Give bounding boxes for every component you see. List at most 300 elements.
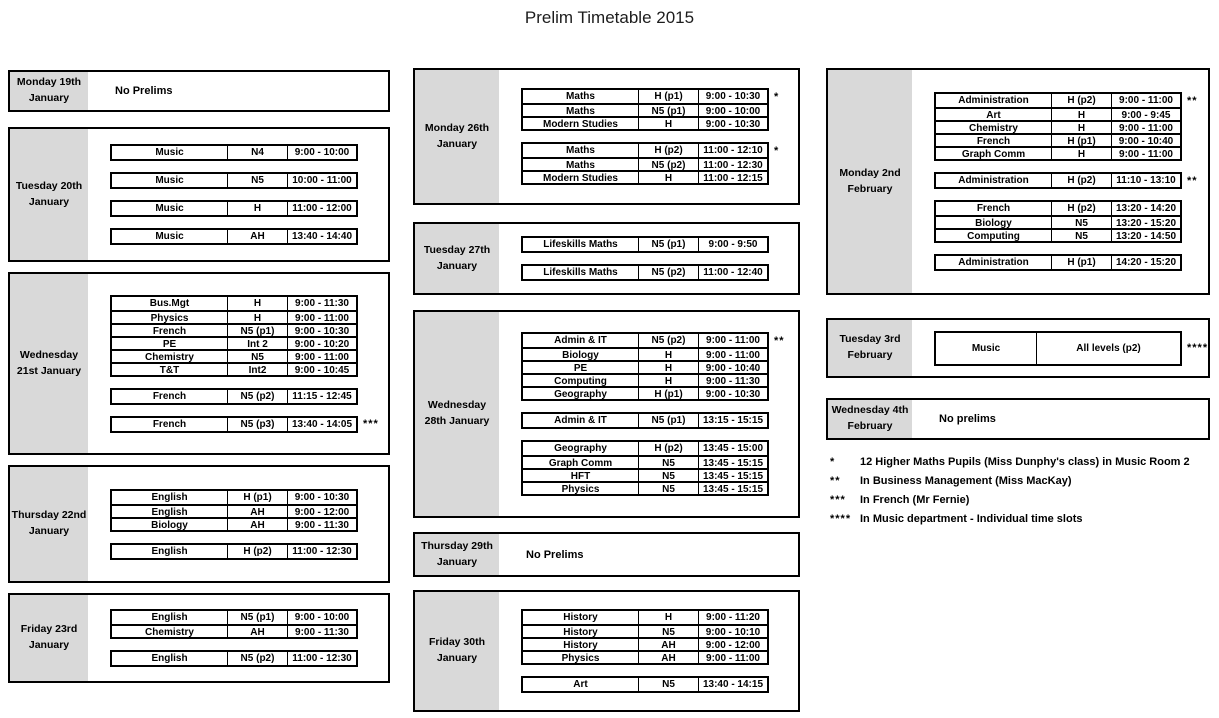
footnote-marker: *** xyxy=(830,494,846,506)
level-cell: N5 (p1) xyxy=(638,414,698,427)
level-cell: H (p2) xyxy=(227,545,287,558)
date-line: Friday 23rd xyxy=(20,623,78,636)
exam-group xyxy=(110,228,358,245)
exam-group xyxy=(110,144,358,161)
time-cell: 9:00 - 12:00 xyxy=(698,639,767,650)
exam-group xyxy=(110,295,358,377)
subject-cell: Music xyxy=(155,203,184,214)
exam-row xyxy=(523,637,767,650)
subject-cell: HFT xyxy=(570,471,591,482)
footnote-text: In Business Management (Miss MacKay) xyxy=(860,475,1072,487)
date-line: January xyxy=(436,259,478,272)
time-cell: 9:00 - 11:20 xyxy=(698,611,767,624)
exam-group xyxy=(110,172,358,189)
day-box xyxy=(8,593,390,683)
exam-row xyxy=(523,468,767,481)
date-line: Monday 26th xyxy=(424,121,490,134)
subject-cell: PE xyxy=(573,363,588,374)
level-cell: H (p2) xyxy=(638,144,698,157)
day-box xyxy=(413,68,800,205)
date-cell xyxy=(828,400,912,438)
note-asterisk: ** xyxy=(1187,174,1198,187)
subject-cell: Bus.Mgt xyxy=(149,297,190,309)
date-line: January xyxy=(28,92,70,104)
footnote-marker: * xyxy=(830,456,836,468)
note-asterisk: *** xyxy=(363,418,379,430)
exam-row xyxy=(936,94,1198,107)
footnote-line xyxy=(830,494,1214,506)
exam-row xyxy=(936,228,1180,241)
exam-row xyxy=(523,334,785,347)
level-cell: N5 (p2) xyxy=(227,652,287,665)
exam-row xyxy=(112,310,356,323)
time-cell: 13:45 - 15:15 xyxy=(698,457,767,468)
level-cell: N5 xyxy=(1051,217,1111,228)
date-line: Monday 19th xyxy=(16,76,82,89)
date-line: 21st January xyxy=(16,364,82,377)
time-cell: 13:20 - 14:20 xyxy=(1111,202,1180,215)
level-cell: N4 xyxy=(227,146,287,159)
date-cell xyxy=(828,70,912,293)
time-cell: 13:45 - 15:15 xyxy=(698,470,767,481)
date-line: Thursday 29th xyxy=(421,539,493,552)
time-cell: 9:00 - 11:30 xyxy=(287,297,356,310)
exam-row xyxy=(936,202,1180,215)
subject-cell: French xyxy=(976,203,1011,214)
exam-row xyxy=(523,442,767,455)
exam-row xyxy=(112,418,379,431)
level-cell: AH xyxy=(638,652,698,663)
date-cell xyxy=(415,534,499,575)
level-cell: AH xyxy=(638,639,698,650)
exam-group xyxy=(110,489,358,532)
day-content xyxy=(88,129,388,260)
time-cell: 11:00 - 12:00 xyxy=(287,202,356,215)
exam-group xyxy=(110,543,358,560)
subject-cell: Admin & IT xyxy=(554,415,607,426)
date-line: 28th January xyxy=(424,415,490,427)
exam-row xyxy=(523,414,767,427)
level-cell: AH xyxy=(227,506,287,517)
exam-row xyxy=(112,545,356,558)
day-box xyxy=(826,398,1210,440)
day-content xyxy=(912,320,1208,376)
date-line: Wednesday xyxy=(19,348,79,361)
time-cell: 13:15 - 15:15 xyxy=(698,414,767,427)
exam-row xyxy=(112,652,356,665)
level-cell: N5 xyxy=(227,351,287,362)
date-cell xyxy=(10,274,88,453)
time-cell: 11:15 - 12:45 xyxy=(287,390,356,403)
subject-cell: Art xyxy=(573,679,588,690)
time-cell: 11:00 - 12:30 xyxy=(698,159,767,170)
exam-group xyxy=(521,676,769,693)
exam-group xyxy=(521,440,769,496)
day-content xyxy=(88,274,388,453)
no-prelims-text: No Prelims xyxy=(526,548,584,561)
subject-cell: Music xyxy=(155,147,184,158)
exam-group xyxy=(521,88,780,131)
level-cell: N5 xyxy=(638,626,698,637)
exam-row xyxy=(112,390,356,403)
exam-row xyxy=(936,174,1198,187)
no-prelims-text: No prelims xyxy=(939,413,996,425)
day-box xyxy=(8,70,390,112)
subject-cell: Lifeskills Maths xyxy=(543,239,618,250)
subject-cell: Maths xyxy=(566,91,595,102)
subject-cell: Maths xyxy=(566,106,595,117)
subject-cell: Chemistry xyxy=(145,627,194,638)
no-prelims-text: No Prelims xyxy=(115,85,173,97)
time-cell: 9:00 - 10:40 xyxy=(698,362,767,373)
exam-row xyxy=(112,611,356,624)
level-cell: N5 xyxy=(638,457,698,468)
footnote-line xyxy=(830,475,1214,487)
subject-cell: French xyxy=(152,418,187,430)
exam-row xyxy=(936,146,1180,159)
level-cell: H xyxy=(1051,109,1111,120)
level-cell: H (p1) xyxy=(1051,135,1111,146)
date-cell xyxy=(10,72,88,110)
subject-cell: French xyxy=(152,325,187,337)
time-cell: 9:00 - 10:30 xyxy=(698,90,767,103)
level-cell: H (p1) xyxy=(638,388,698,399)
level-cell: N5 (p2) xyxy=(638,159,698,170)
note-asterisk: ** xyxy=(774,334,785,347)
time-cell: 9:00 - 10:40 xyxy=(1111,135,1180,146)
day-box xyxy=(826,318,1210,378)
date-line: Tuesday 27th xyxy=(423,243,491,256)
subject-cell: Chemistry xyxy=(969,123,1018,134)
level-cell: Int2 xyxy=(227,364,287,375)
exam-row xyxy=(523,455,767,468)
date-line: Thursday 22nd xyxy=(11,509,87,522)
day-box xyxy=(413,532,800,577)
date-line: January xyxy=(28,525,70,537)
level-cell: H (p2) xyxy=(1051,174,1111,187)
subject-cell: Music xyxy=(155,231,184,242)
time-cell: 9:00 - 10:30 xyxy=(698,118,767,129)
exam-group xyxy=(934,172,1198,189)
exam-row xyxy=(112,202,356,215)
day-box xyxy=(413,590,800,712)
exam-row xyxy=(523,103,767,116)
level-cell: H xyxy=(227,312,287,323)
exam-row xyxy=(523,678,767,691)
exam-row xyxy=(523,90,780,103)
level-cell: H xyxy=(638,362,698,373)
exam-row xyxy=(523,650,767,663)
exam-row xyxy=(523,157,767,170)
time-cell: 13:45 - 15:15 xyxy=(698,483,767,494)
level-cell: H xyxy=(1051,148,1111,159)
subject-cell: Lifeskills Maths xyxy=(543,267,618,278)
exam-row xyxy=(523,347,767,360)
level-cell: H xyxy=(638,611,698,624)
exam-group xyxy=(521,332,785,401)
exam-group xyxy=(521,236,769,253)
exam-group xyxy=(110,609,358,639)
day-content xyxy=(88,467,388,581)
day-box xyxy=(413,310,800,518)
time-cell: 9:00 - 11:00 xyxy=(1111,94,1180,107)
exam-row xyxy=(523,373,767,386)
footnote-text: In Music department - Individual time slots xyxy=(860,513,1083,525)
time-cell: 13:45 - 15:00 xyxy=(698,442,767,455)
time-cell: 9:00 - 10:00 xyxy=(287,611,356,624)
note-asterisk: ** xyxy=(1187,94,1198,107)
time-cell: 11:00 - 12:15 xyxy=(698,172,767,183)
date-line: February xyxy=(847,349,893,361)
time-cell: 9:00 - 11:30 xyxy=(287,626,356,637)
exam-row xyxy=(523,238,767,251)
level-cell: H xyxy=(638,375,698,386)
exam-group xyxy=(110,388,358,405)
subject-cell: T&T xyxy=(159,364,180,376)
footnote-line xyxy=(830,456,1214,468)
date-cell xyxy=(415,70,499,203)
day-content xyxy=(499,70,798,203)
subject-cell: Maths xyxy=(566,145,595,156)
exam-group xyxy=(521,609,769,665)
subject-cell: English xyxy=(151,491,188,503)
subject-cell: Administration xyxy=(958,175,1029,186)
exam-group xyxy=(110,416,379,433)
footnote-text: In French (Mr Fernie) xyxy=(860,494,970,506)
subject-cell: Geography xyxy=(554,389,607,400)
level-cell: H (p2) xyxy=(638,442,698,455)
level-cell: H (p1) xyxy=(638,90,698,103)
level-cell: N5 (p1) xyxy=(638,105,698,116)
level-cell: N5 (p2) xyxy=(638,266,698,279)
subject-cell: Music xyxy=(971,342,1001,354)
level-cell: H (p2) xyxy=(1051,202,1111,215)
exam-row xyxy=(523,386,767,399)
level-cell: H xyxy=(1051,122,1111,133)
day-content xyxy=(912,70,1208,293)
exam-row xyxy=(523,170,767,183)
level-cell: N5 xyxy=(638,470,698,481)
subject-cell: English xyxy=(151,506,188,518)
subject-cell: Administration xyxy=(958,257,1029,268)
level-cell: N5 (p1) xyxy=(227,611,287,624)
footnote-marker: ** xyxy=(830,475,841,487)
subject-cell: Biology xyxy=(151,519,188,531)
page-title: Prelim Timetable 2015 xyxy=(524,8,695,27)
date-line: Wednesday xyxy=(427,399,487,412)
level-cell: AH xyxy=(227,519,287,530)
exam-row xyxy=(936,215,1180,228)
time-cell: 13:40 - 14:40 xyxy=(287,230,356,243)
level-cell: AH xyxy=(227,230,287,243)
subject-cell: Physics xyxy=(561,484,600,495)
note-asterisk: **** xyxy=(1187,342,1209,354)
subject-cell: Admin & IT xyxy=(554,335,607,346)
time-cell: 9:00 - 10:45 xyxy=(287,364,356,375)
level-cell: H xyxy=(638,172,698,183)
exam-row xyxy=(523,481,767,494)
time-cell: 9:00 - 11:00 xyxy=(698,334,767,347)
subject-cell: Physics xyxy=(561,653,600,664)
day-content xyxy=(499,312,798,516)
exam-row xyxy=(112,362,356,375)
subject-cell: French xyxy=(152,390,187,402)
day-box xyxy=(413,222,800,295)
date-line: February xyxy=(847,182,893,195)
level-cell: N5 (p3) xyxy=(227,418,287,431)
subject-cell: Chemistry xyxy=(145,351,194,363)
time-cell: 11:00 - 12:10 xyxy=(698,144,767,157)
exam-group xyxy=(934,200,1182,243)
date-line: Friday 30th xyxy=(428,636,486,649)
time-cell: 13:20 - 15:20 xyxy=(1111,217,1180,228)
day-content xyxy=(912,400,1208,438)
time-cell: 9:00 - 11:00 xyxy=(698,349,767,360)
level-cell: H xyxy=(227,202,287,215)
time-cell: 13:20 - 14:50 xyxy=(1111,230,1180,241)
subject-cell: English xyxy=(151,653,188,664)
time-cell: 9:00 - 12:00 xyxy=(287,506,356,517)
subject-cell: History xyxy=(563,612,598,623)
day-content xyxy=(499,224,798,293)
level-cell: N5 (p2) xyxy=(638,334,698,347)
level-cell: H (p1) xyxy=(227,491,287,504)
subject-cell: English xyxy=(151,612,188,623)
exam-row xyxy=(112,517,356,530)
time-cell: 9:00 - 10:00 xyxy=(698,105,767,116)
level-cell: H xyxy=(638,118,698,129)
exam-group xyxy=(110,650,358,667)
exam-row xyxy=(936,333,1209,364)
subject-cell: Art xyxy=(986,110,1001,121)
time-cell: 9:00 - 11:00 xyxy=(1111,122,1180,133)
level-cell: H xyxy=(227,297,287,310)
exam-row xyxy=(936,256,1180,269)
subject-cell: English xyxy=(151,545,188,557)
day-content xyxy=(499,592,798,710)
date-line: January xyxy=(28,639,70,651)
time-cell: 9:00 - 11:30 xyxy=(698,375,767,386)
exam-group xyxy=(934,331,1209,366)
day-box xyxy=(8,272,390,455)
subject-cell: Geography xyxy=(554,443,607,454)
time-cell: 10:00 - 11:00 xyxy=(287,174,356,187)
footnote-text: 12 Higher Maths Pupils (Miss Dunphy's class) in Music Room 2 xyxy=(860,456,1190,468)
date-line: Tuesday 3rd xyxy=(839,333,901,346)
exam-row xyxy=(523,360,767,373)
level-cell: N5 (p2) xyxy=(227,390,287,403)
level-cell: H (p2) xyxy=(1051,94,1111,107)
date-cell xyxy=(10,595,88,681)
day-content xyxy=(499,534,798,575)
level-cell: All levels (p2) xyxy=(1036,333,1180,364)
day-content xyxy=(88,595,388,681)
level-cell: N5 xyxy=(227,174,287,187)
time-cell: 11:00 - 12:30 xyxy=(287,652,356,665)
exam-row xyxy=(112,504,356,517)
time-cell: 9:00 - 11:00 xyxy=(1111,148,1180,159)
note-asterisk: * xyxy=(774,90,780,103)
subject-cell: Graph Comm xyxy=(548,458,613,469)
date-line: Tuesday 20th xyxy=(15,179,83,192)
time-cell: 9:00 - 9:50 xyxy=(698,238,767,251)
time-cell: 13:40 - 14:15 xyxy=(698,678,767,691)
time-cell: 13:40 - 14:05 xyxy=(287,418,356,431)
subject-cell: Modern Studies xyxy=(542,173,618,184)
date-cell xyxy=(10,467,88,581)
exam-group xyxy=(934,254,1182,271)
day-box xyxy=(8,465,390,583)
subject-cell: Biology xyxy=(562,350,599,361)
exam-row xyxy=(523,624,767,637)
date-line: January xyxy=(436,137,478,150)
note-asterisk: * xyxy=(774,144,780,157)
level-cell: N5 xyxy=(638,483,698,494)
level-cell: H (p1) xyxy=(1051,256,1111,269)
exam-group xyxy=(521,264,769,281)
time-cell: 9:00 - 11:00 xyxy=(287,312,356,323)
footnotes-block xyxy=(830,456,1214,532)
subject-cell: Physics xyxy=(150,312,189,324)
level-cell: Int 2 xyxy=(227,338,287,349)
level-cell: N5 (p1) xyxy=(638,238,698,251)
time-cell: 9:00 - 10:30 xyxy=(287,325,356,336)
date-line: Wednesday 4th xyxy=(831,404,909,417)
exam-row xyxy=(112,146,356,159)
day-box xyxy=(8,127,390,262)
exam-row xyxy=(523,611,767,624)
exam-group xyxy=(110,200,358,217)
exam-row xyxy=(523,144,780,157)
level-cell: N5 (p1) xyxy=(227,325,287,336)
subject-cell: History xyxy=(563,640,598,651)
exam-row xyxy=(112,297,356,310)
date-line: January xyxy=(436,555,478,568)
time-cell: 9:00 - 10:30 xyxy=(698,388,767,399)
exam-row xyxy=(523,266,767,279)
time-cell: 9:00 - 11:00 xyxy=(698,652,767,663)
level-cell: N5 xyxy=(638,678,698,691)
time-cell: 11:00 - 12:40 xyxy=(698,266,767,279)
time-cell: 9:00 - 9:45 xyxy=(1111,109,1180,120)
exam-group xyxy=(521,142,780,185)
subject-cell: Graph Comm xyxy=(961,149,1026,160)
time-cell: 9:00 - 10:30 xyxy=(287,491,356,504)
date-line: January xyxy=(436,652,478,664)
subject-cell: Music xyxy=(155,175,184,186)
date-line: Monday 2nd xyxy=(839,166,901,179)
subject-cell: French xyxy=(976,136,1011,147)
footnote-line xyxy=(830,513,1214,525)
date-line: February xyxy=(847,420,893,432)
subject-cell: History xyxy=(563,627,598,638)
exam-row xyxy=(112,349,356,362)
exam-row xyxy=(936,107,1180,120)
time-cell: 11:10 - 13:10 xyxy=(1111,174,1180,187)
subject-cell: Computing xyxy=(967,231,1020,242)
day-content xyxy=(88,72,388,110)
date-cell xyxy=(415,224,499,293)
time-cell: 14:20 - 15:20 xyxy=(1111,256,1180,269)
date-cell xyxy=(10,129,88,260)
day-box xyxy=(826,68,1210,295)
exam-group xyxy=(521,412,769,429)
subject-cell: Modern Studies xyxy=(542,119,618,130)
exam-row xyxy=(936,120,1180,133)
exam-row xyxy=(112,174,356,187)
exam-row xyxy=(936,133,1180,146)
date-cell xyxy=(415,312,499,516)
